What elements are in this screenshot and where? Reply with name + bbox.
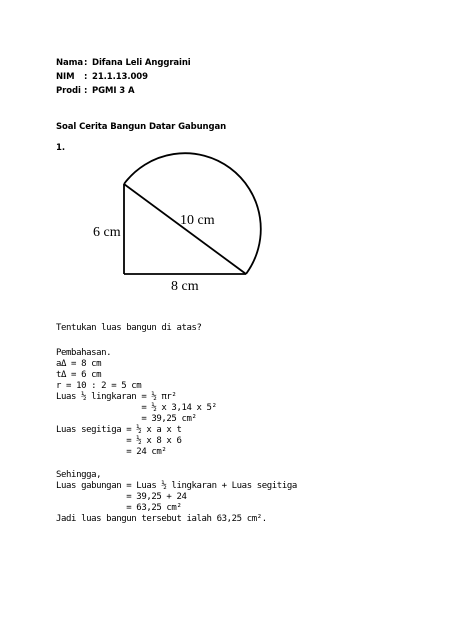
- triangle-hypotenuse: [124, 184, 246, 274]
- conclusion-line: Jadi luas bangun tersebut ialah 63,25 cm².: [56, 514, 267, 524]
- height-label: 6 cm: [93, 225, 121, 240]
- prodi-separator: :: [84, 86, 88, 96]
- combined-area-line-1: Luas gabungan = Luas ½ lingkaran + Luas segitiga: [56, 481, 297, 491]
- name-value: Difana Leli Anggraini: [92, 58, 191, 68]
- semicircle-area-line-3: = 39,25 cm²: [56, 414, 197, 424]
- base-label: 8 cm: [171, 279, 199, 294]
- triangle-area-line-2: = ½ x 8 x 6: [56, 436, 182, 446]
- triangle-area-line-3: = 24 cm²: [56, 447, 167, 457]
- name-label: Nama: [56, 58, 84, 68]
- given-base: aΔ = 8 cm: [56, 359, 102, 369]
- given-height: tΔ = 6 cm: [56, 370, 102, 380]
- therefore-line: Sehingga,: [56, 470, 102, 480]
- combined-area-line-3: = 63,25 cm²: [56, 503, 182, 513]
- name-separator: :: [84, 58, 88, 68]
- semicircle-area-line-2: = ½ x 3,14 x 5²: [56, 403, 217, 413]
- nim-value: 21.1.13.009: [92, 72, 148, 82]
- radius-line: r = 10 : 2 = 5 cm: [56, 381, 142, 391]
- triangle-area-line-1: Luas segitiga = ½ x a x t: [56, 425, 182, 435]
- semicircle-area-line-1: Luas ½ lingkaran = ½ πr²: [56, 392, 177, 402]
- document-title: Soal Cerita Bangun Datar Gabungan: [56, 122, 227, 132]
- combined-area-line-2: = 39,25 + 24: [56, 492, 187, 502]
- question-text: Tentukan luas bangun di atas?: [56, 323, 202, 333]
- prodi-label: Prodi: [56, 86, 81, 96]
- question-number: 1.: [56, 143, 66, 153]
- prodi-value: PGMI 3 A: [92, 86, 135, 96]
- nim-label: NIM: [56, 72, 75, 82]
- nim-separator: :: [84, 72, 88, 82]
- hypotenuse-label: 10 cm: [180, 213, 215, 228]
- solution-heading: Pembahasan.: [56, 348, 112, 358]
